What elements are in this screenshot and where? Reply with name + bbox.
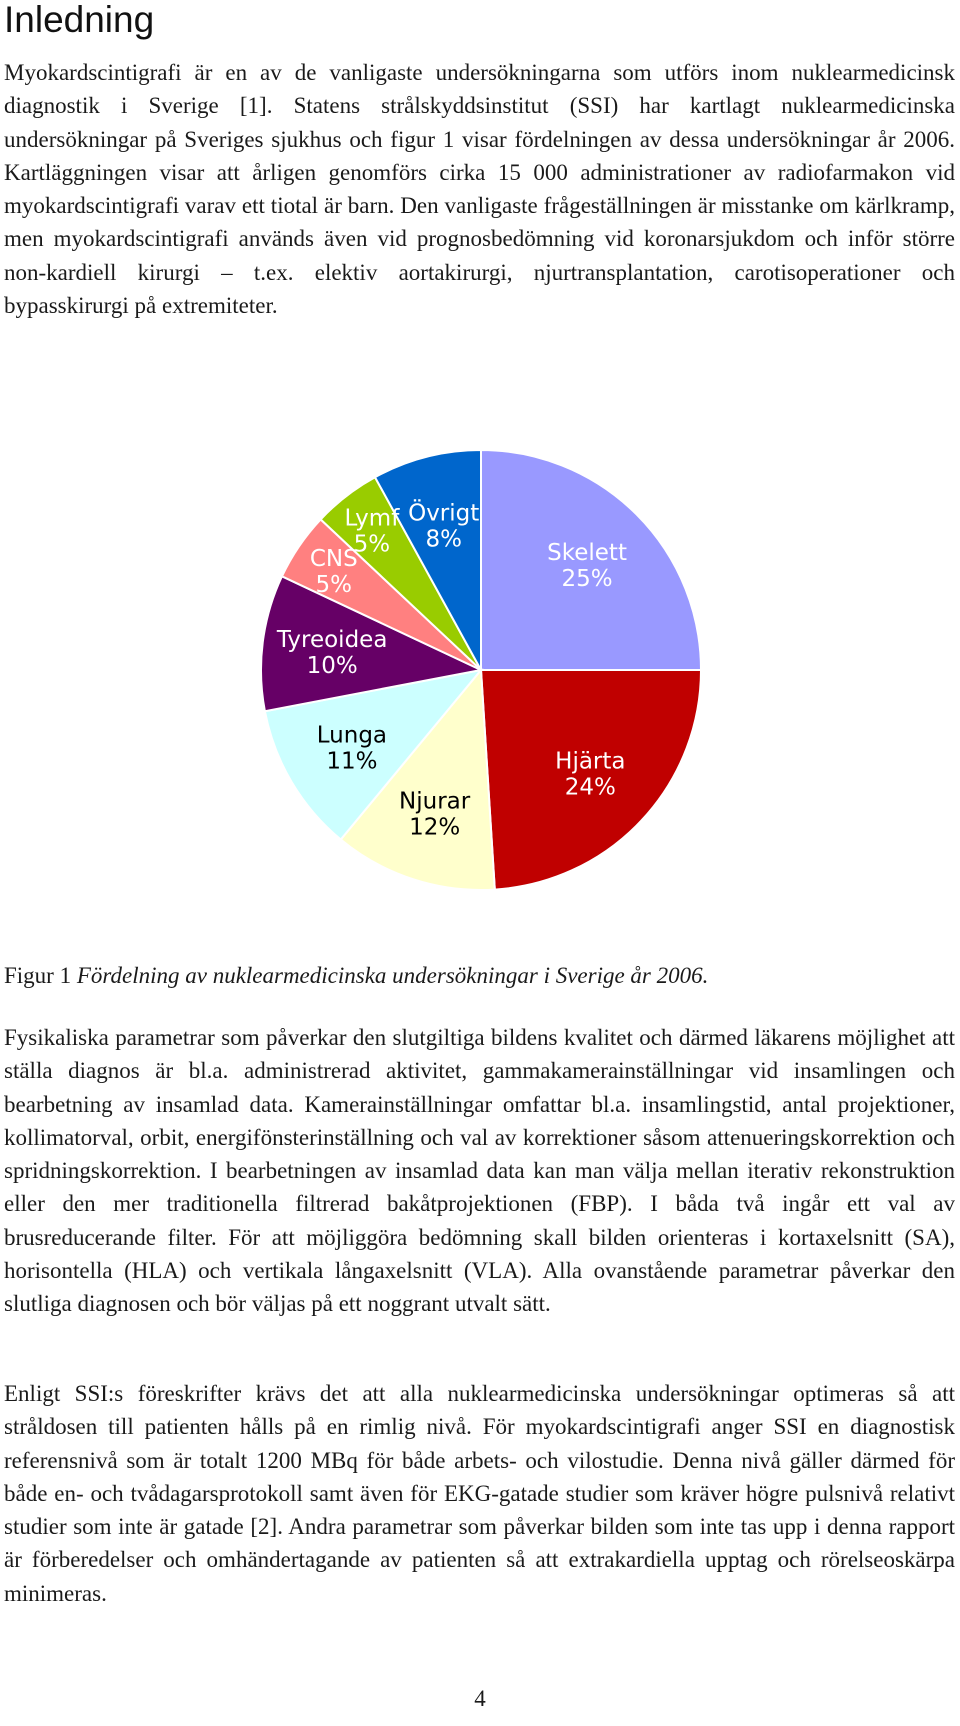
parameters-paragraph: Fysikaliska parametrar som påverkar den slutgiltiga bildens kvalitet och därmed läkarens möjlighet att ställa diagnos är bl.a. administrerad aktivitet, gammakamerainställningar vid insamlingen och bearbetning av insamlad data. Kamerainställningar omfattar bl.a. insamlingstid, antal projektioner, kollimatorval, orbit, energifönsterinställning och val av korrektioner såsom attenueringskorrektion och spridningskorrektion. I bearbetningen av insamlad data kan man välja mellan iterativ rekonstruktion eller den mer traditionella filtrerad bakåtprojektionen (FBP). I båda två ingår ett val av brusreducerande filter. För att möjliggöra bedömning skall bilden orienteras i kortaxelsnitt (SA), horisontella (HLA) och vertikala långaxelsnitt (VLA). Alla ovanstående parametrar påverkar den slutliga diagnosen och bör väljas på ett noggrant utvalt sätt. <box>4 1025 955 1317</box>
pie-label-value: 24% <box>564 774 616 801</box>
pie-label-value: 11% <box>326 748 378 775</box>
figure-caption-text: Fördelning av nuklearmedicinska undersökningar i Sverige år 2006. <box>76 963 709 988</box>
intro-paragraph: Myokardscintigrafi är en av de vanligaste undersökningarna som utförs inom nuklearmedicinsk diagnostik i Sverige [1]. Statens strålskyddsinstitut (SSI) har kartlagt nuklearmedicinska undersökningar på Sveriges sjukhus och figur 1 visar fördelningen av dessa undersökningar år 2006. Kartläggningen visar att årligen genomförs cirka 15 000 administrationer av radiofarmakon vid myokardscintigrafi varav ett tiotal är barn. Den vanligaste frågeställningen är misstanke om kärlkramp, men myokardscintigrafi används även vid prognosbedömning vid koronarsjukdom och inför större non-kardiell kirurgi – t.ex. elektiv aortakirurgi, njurtransplantation, carotisoperationer och bypasskirurgi på extremiteter. <box>4 60 955 319</box>
pie-label-value: 10% <box>306 653 358 680</box>
pie-label-cns <box>310 546 358 598</box>
pie-label-name: CNS <box>309 545 358 572</box>
pie-label-value: 25% <box>561 565 613 592</box>
pie-label-name: Skelett <box>547 539 627 566</box>
pie-chart-svg <box>236 420 726 920</box>
pie-label-value: 5% <box>315 571 353 598</box>
page-number: 4 <box>474 1686 486 1711</box>
pie-label-value: 8% <box>425 526 462 553</box>
pie-label-value: 5% <box>353 531 391 558</box>
figure-label: Figur 1 <box>4 963 72 988</box>
pie-label-hjarta <box>555 749 625 801</box>
pie-label-name: Lunga <box>316 722 388 749</box>
pie-label-name: Njurar <box>399 788 471 815</box>
figure-caption <box>4 961 708 991</box>
section-heading: Inledning <box>4 0 155 40</box>
pie-label-name: Övrigt <box>408 500 480 527</box>
regulations-paragraph: Enligt SSI:s föreskrifter krävs det att alla nuklearmedicinska undersökningar optimeras så att stråldosen till patienten hålls på en rimlig nivå. För myokardscintigrafi anger SSI en diagnostisk referensnivå som är totalt 1200 MBq för både arbets- och vilostudie. Denna nivå gäller därmed för både en- och tvådagarsprotokoll samt även för EKG-gatade studier som kräver högre pulsnivå relativt studier som inte är gatade [2]. Andra parametrar som påverkar bilden som inte tas upp i denna rapport är förberedelser och omhändertagande av patienten så att extrakardiella upptag och rörelseoskärpa minimeras. <box>4 1381 955 1606</box>
pie-chart <box>236 420 726 920</box>
pie-label-lunga <box>317 722 387 774</box>
pie-label-name: Lymf <box>344 505 400 532</box>
pie-label-name: Hjärta <box>555 748 626 775</box>
pie-label-njurar <box>399 789 471 841</box>
pie-label-name: Tyreoidea <box>276 627 388 654</box>
pie-label-value: 12% <box>409 814 461 841</box>
